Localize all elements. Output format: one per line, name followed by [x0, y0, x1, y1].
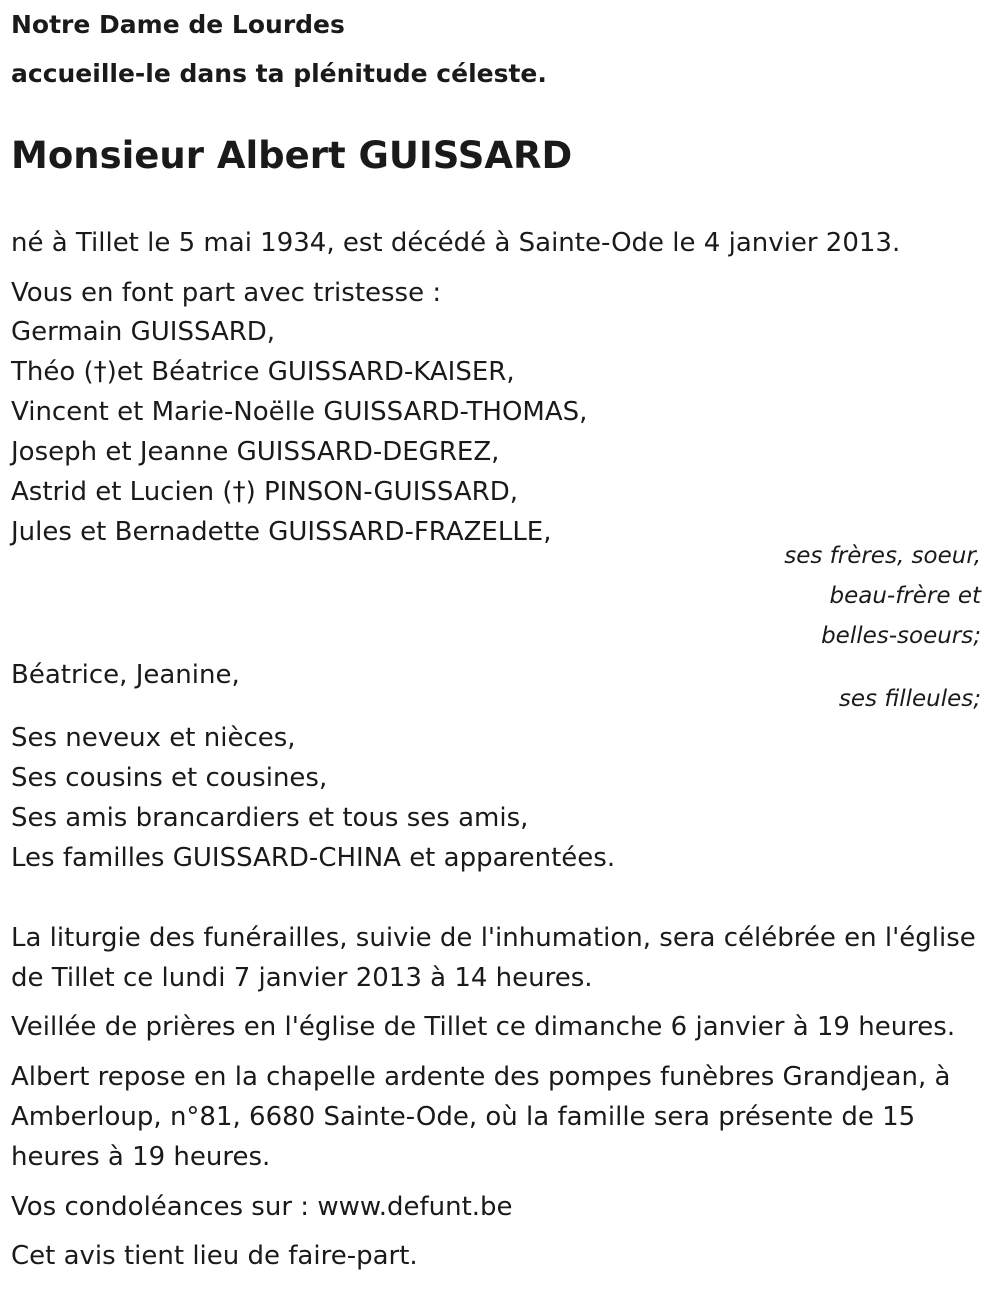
- goddaughters-relation: ses filleules;: [838, 686, 981, 712]
- liturgy-line: La liturgie des funérailles, suivie de l'inhumation, sera célébrée en l'église: [11, 923, 976, 953]
- sibling-line: Théo (†)et Béatrice GUISSARD-KAISER,: [11, 357, 515, 387]
- rest-line: Albert repose en la chapelle ardente des pompes funèbres Grandjean, à: [11, 1062, 951, 1092]
- prayer-line-2: accueille-le dans ta plénitude céleste.: [11, 59, 547, 88]
- sibling-line: Germain GUISSARD,: [11, 317, 276, 347]
- liturgy-line: de Tillet ce lundi 7 janvier 2013 à 14 heures.: [11, 963, 593, 993]
- goddaughters-line: Béatrice, Jeanine,: [11, 660, 240, 690]
- siblings-relation-line: belles-soeurs;: [821, 623, 981, 649]
- family-intro: Vous en font part avec tristesse :: [11, 278, 442, 308]
- vigil-line: Veillée de prières en l'église de Tillet ce dimanche 6 janvier à 19 heures.: [11, 1012, 956, 1042]
- siblings-relation-line: beau-frère et: [829, 583, 981, 609]
- deceased-name: Monsieur Albert GUISSARD: [11, 134, 573, 177]
- rest-line: Amberloup, n°81, 6680 Sainte-Ode, où la famille sera présente de 15: [11, 1102, 916, 1132]
- relatives-line: Ses amis brancardiers et tous ses amis,: [11, 803, 529, 833]
- relatives-line: Ses neveux et nièces,: [11, 723, 296, 753]
- sibling-line: Astrid et Lucien (†) PINSON-GUISSARD,: [11, 477, 518, 507]
- relatives-line: Les familles GUISSARD-CHINA et apparentées.: [11, 843, 616, 873]
- sibling-line: Vincent et Marie-Noëlle GUISSARD-THOMAS,: [11, 397, 588, 427]
- sibling-line: Jules et Bernadette GUISSARD-FRAZELLE,: [11, 517, 552, 547]
- notice-line: Cet avis tient lieu de faire-part.: [11, 1241, 418, 1271]
- relatives-line: Ses cousins et cousines,: [11, 763, 328, 793]
- sibling-line: Joseph et Jeanne GUISSARD-DEGREZ,: [11, 437, 500, 467]
- prayer-line-1: Notre Dame de Lourdes: [11, 10, 345, 39]
- condolences-line: Vos condoléances sur : www.defunt.be: [11, 1192, 513, 1222]
- birth-death-line: né à Tillet le 5 mai 1934, est décédé à Sainte-Ode le 4 janvier 2013.: [11, 228, 901, 258]
- rest-line: heures à 19 heures.: [11, 1142, 271, 1172]
- siblings-relation-line: ses frères, soeur,: [784, 543, 981, 569]
